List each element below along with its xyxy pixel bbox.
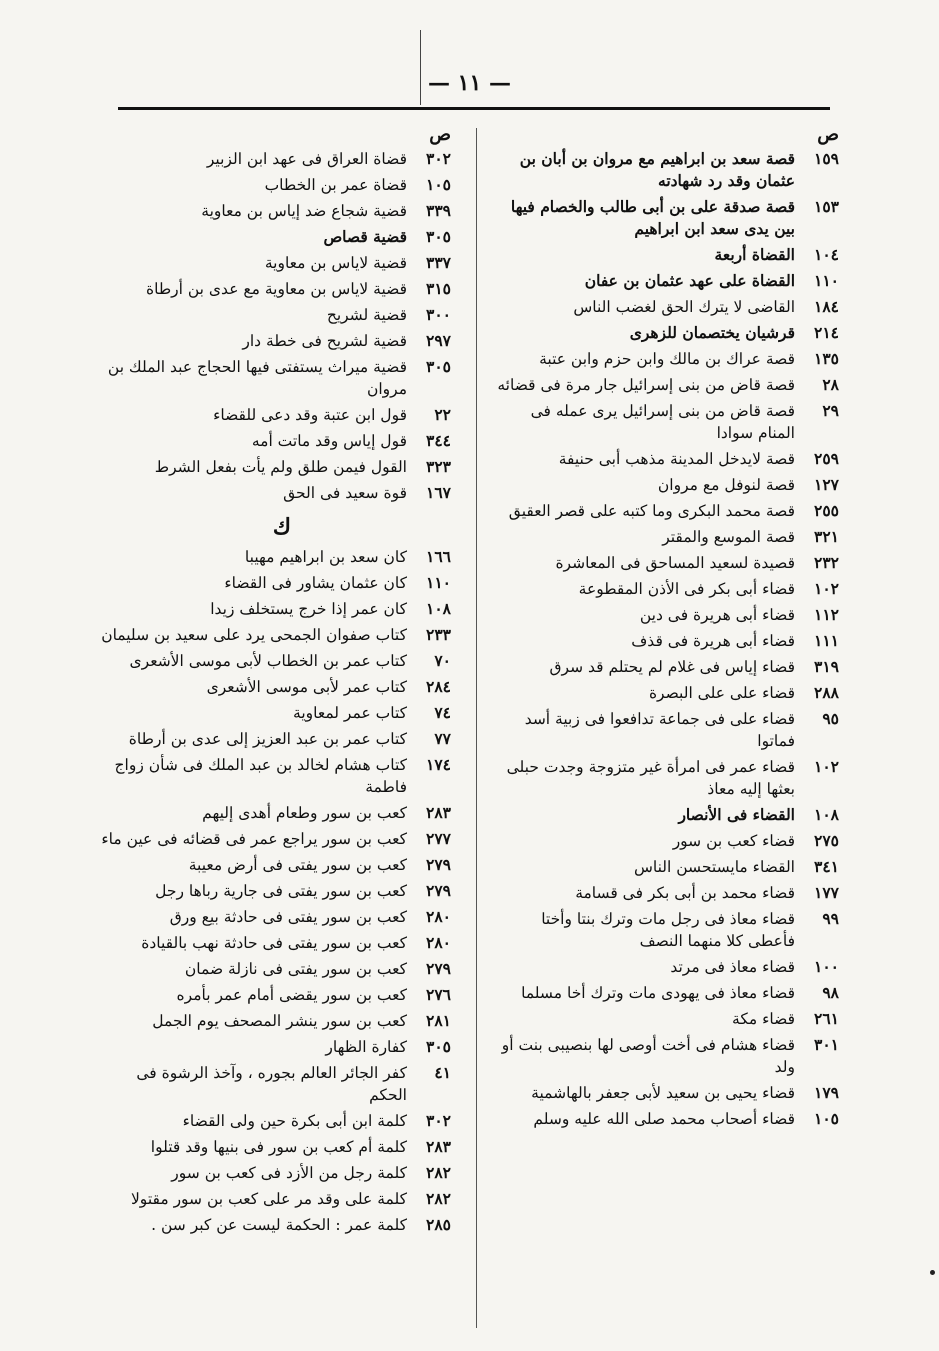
entry-title: القضاء مايستحسن الناس [633,858,795,876]
index-entry [96,148,451,170]
entry-title: كلمة عمر : الحكمة ليست عن كبر سن . [151,1216,407,1234]
entry-page-number: ٣٠٥ [426,1037,451,1056]
index-entry [96,958,451,980]
index-entry [96,252,451,274]
entry-page-number: ١١٢ [814,605,839,624]
entry-page-number: ٢٧٩ [426,855,451,874]
index-entry [494,578,839,600]
index-entry [96,1062,451,1106]
entry-page-number: ٢٨٢ [426,1163,451,1182]
entry-title: كفر الجائر العالم بجوره ، وآخذ الرشوة فى الحكم [136,1064,407,1104]
entry-title: قصة قاض من بنى إسرائيل جار مرة فى قضائه [497,376,795,394]
entry-title: قصيدة لسعيد المساحق فى المعاشرة [555,554,795,572]
index-entry [96,1214,451,1236]
entry-page-number: ٢٨٠ [426,933,451,952]
entry-page-number: ١٦٧ [426,483,451,502]
entry-page-number: ٣١٩ [814,657,839,676]
entry-page-number: ٣٣٧ [426,253,451,272]
index-column-left [96,122,451,1240]
entry-page-number: ١٥٩ [814,149,839,168]
entry-title: قضاء إياس فى غلام لم يحتلم قد سرق [549,658,795,676]
entry-page-number: ٢٣٢ [814,553,839,572]
index-entry [96,456,451,478]
entry-title: كلمة رجل من الأزد فى كعب بن سور [171,1164,407,1182]
entry-title: قصة سعد بن ابراهيم مع مروان بن أبان بن عثمان وقد رد شهادته [519,149,795,190]
entry-title: القاضى لا يترك الحق لغضب الناس [573,298,795,316]
entry-page-number: ١٠٤ [814,245,839,264]
entry-page-number: ١٠٠ [814,957,839,976]
entry-title: كان سعد بن ابراهيم مهيبا [244,548,407,566]
entry-page-number: ٢١٤ [814,323,839,342]
entry-page-number: ٢٨١ [426,1011,451,1030]
index-entry [494,1082,839,1104]
entry-title: كعب بن سور يفتى فى أرض معيبة [188,856,407,874]
entry-title: القضاة أربعة [714,245,795,264]
index-entry [494,148,839,192]
entry-page-number: ١١١ [814,631,839,650]
index-entry [96,482,451,504]
index-entry [96,624,451,646]
index-entry [494,756,839,800]
index-entry [96,598,451,620]
entry-page-number: ٩٩ [822,909,839,928]
index-entry [96,880,451,902]
entry-title: كعب بن سور ينشر المصحف يوم الجمل [152,1012,407,1030]
entry-title: قضاء عمر فى امرأة غير متزوجة وجدت حبلى بعثها إليه معاذ [506,758,795,798]
entry-title: قصة لنوفل مع مروان [657,476,795,494]
entry-page-number: ٣٠٠ [426,305,451,324]
index-entry [96,802,451,824]
index-entry [96,702,451,724]
index-entry [494,552,839,574]
index-entry [494,400,839,444]
entry-title: قضاة العراق فى عهد ابن الزبير [206,150,407,168]
index-entry [494,908,839,952]
entry-page-number: ١٠٢ [814,579,839,598]
entry-title: كعب بن سور يفتى فى حادثة نهب بالقيادة [141,934,407,952]
entry-page-number: ٢٦١ [814,1009,839,1028]
entry-page-number: ١٠٢ [814,757,839,776]
entry-page-number: ٧٠ [434,651,451,670]
index-entry [96,546,451,568]
entry-page-number: ٢٨٢ [426,1189,451,1208]
index-entry [494,448,839,470]
entry-title: قضية لاياس بن معاوية مع عدى بن أرطاة [145,280,407,298]
entry-page-number: ١٨٤ [814,297,839,316]
entry-title: قضية شجاع ضد إياس بن معاوية [201,202,407,220]
index-entry [96,1010,451,1032]
entry-title: القول فيمن طلق ولم يأت بفعل الشرط [154,458,407,476]
entry-page-number: ٣٠١ [814,1035,839,1054]
entry-page-number: ١٧٤ [426,755,451,774]
entry-title: قضاء مكة [732,1010,795,1028]
entry-page-number: ٢٧٩ [426,881,451,900]
entry-title: قضاء أبى هريرة فى دين [639,606,795,624]
header-rule [118,107,830,110]
entry-title: القضاة على عهد عثمان بن عفان [584,271,795,290]
entry-title: قضية لشريح فى خطة دار [242,332,407,350]
entry-page-number: ١٠٥ [814,1109,839,1128]
entry-title: قضاء أبى هريرة فى قذف [631,632,795,650]
entry-page-number: ١٠٨ [814,805,839,824]
entry-title: كعب بن سور يفتى فى حادثة بيع ورق [169,908,407,926]
entry-page-number: ٣٢١ [814,527,839,546]
entry-page-number: ٣٠٥ [426,357,451,376]
index-entry [494,656,839,678]
entry-title: قضاء معاذ فى مرتد [670,958,795,976]
entry-page-number: ١٣٥ [814,349,839,368]
entry-title: قصة صدقة على بن أبى طالب والخصام فيها بين يدى سعد ابن ابراهيم [510,197,795,238]
index-entry [96,828,451,850]
index-entry [96,676,451,698]
entry-page-number: ٧٤ [434,703,451,722]
entry-title: كعب بن سور يقضى أمام عمر بأمره [176,986,407,1004]
entry-page-number: ٣٠٢ [426,149,451,168]
index-entry [96,304,451,326]
index-entry [96,650,451,672]
entry-page-number: ٧٧ [434,729,451,748]
index-entry [96,278,451,300]
index-entry [96,1188,451,1210]
page-number: — ١١ — [428,70,511,96]
entry-page-number: ٢٩٧ [426,331,451,350]
entry-title: قضاء يحيى بن سعيد لأبى جعفر بالهاشمية [531,1084,795,1102]
index-entry [494,830,839,852]
entry-title: قضية لاياس بن معاوية [264,254,407,272]
entry-page-number: ٢٨ [822,375,839,394]
entry-title: قصة عراك بن مالك وابن حزم وابن عتبة [539,350,795,368]
entry-title: قضاء محمد بن أبى بكر فى قسامة [575,884,795,902]
index-entry [96,984,451,1006]
entry-list [494,148,839,1130]
index-entry [96,330,451,352]
index-entry [96,404,451,426]
entry-title: قضاة عمر بن الخطاب [264,176,407,194]
index-entry [494,856,839,878]
index-entry [96,932,451,954]
entry-page-number: ٢٥٩ [814,449,839,468]
entry-title: كلمة ابن أبى بكرة حين ولى القضاء [182,1112,407,1130]
index-entry [96,906,451,928]
entry-page-number: ٣٢٣ [426,457,451,476]
entry-page-number: ٢٧٩ [426,959,451,978]
index-entry [494,630,839,652]
entry-title: كلمة أم كعب بن سور فى بنيها وقد قتلوا [150,1138,407,1156]
entry-page-number: ٣٤٤ [426,431,451,450]
index-entry [96,200,451,222]
entry-title: قضاء كعب بن سور [672,832,795,850]
entry-title: قضية لشريح [326,306,407,324]
entry-title: قوة سعيد فى الحق [283,484,407,502]
entry-page-number: ٣١٥ [426,279,451,298]
entry-title: كان عمر إذا خرج يستخلف زيدا [210,600,407,618]
entry-title: قرشيان يختصمان للزهرى [629,323,795,342]
index-entry [494,374,839,396]
index-entry [96,174,451,196]
entry-page-number: ٩٥ [822,709,839,728]
entry-title: قصة محمد البكرى وما كتبه على قصر العقيق [508,502,795,520]
entry-page-number: ٤١ [434,1063,451,1082]
entry-page-number: ٢٩ [822,401,839,420]
entry-page-number: ٣٣٩ [426,201,451,220]
index-entry [494,322,839,344]
entry-page-number: ٢٨٥ [426,1215,451,1234]
index-entry [494,682,839,704]
entry-page-number: ٩٨ [822,983,839,1002]
entry-title: قضاء أبى بكر فى الأذن المقطوعة [578,580,795,598]
entry-page-number: ٣٠٢ [426,1111,451,1130]
entry-title: كان عثمان يشاور فى القضاء [224,574,407,592]
index-entry [494,956,839,978]
index-entry [494,296,839,318]
index-entry [494,1108,839,1130]
index-entry [494,270,839,292]
index-entry [96,1162,451,1184]
entry-page-number: ١٠٨ [426,599,451,618]
entry-page-number: ١٠٥ [426,175,451,194]
index-entry [96,356,451,400]
entry-page-number: ٢٨٣ [426,803,451,822]
entry-page-number: ٢٣٣ [426,625,451,644]
entry-page-number: ٢٨٤ [426,677,451,696]
entry-title: قول إياس وقد ماتت أمه [251,432,407,450]
index-entry [494,604,839,626]
entry-title: قضاء على فى جماعة تدافعوا فى زبية أسد فماتوا [524,710,795,750]
entry-title: كتاب صفوان الجمحى يرد على سعيد بن سليمان [101,626,407,644]
index-entry [96,572,451,594]
entry-page-number: ٢٨٠ [426,907,451,926]
entry-title: القضاء فى الأنصار [678,805,795,824]
entry-title: كتاب عمر لأبى موسى الأشعرى [206,678,407,696]
index-entry [494,1034,839,1078]
index-entry [494,526,839,548]
entry-title: قصة لايدخل المدينة مذهب أبى حنيفة [558,450,795,468]
index-column-right [494,122,839,1134]
entry-page-number: ٢٢ [434,405,451,424]
entry-page-number: ١٧٧ [814,883,839,902]
index-entry [494,474,839,496]
column-divider [476,128,477,1328]
entry-title: قضاء هشام فى أخت أوصى لها بنصيبى بنت أو ولد [501,1036,795,1076]
index-entry [494,804,839,826]
column-header-page: ص [429,124,451,145]
entry-title: قضاء أصحاب محمد صلى الله عليه وسلم [533,1110,795,1128]
entry-page-number: ٢٧٦ [426,985,451,1004]
index-entry [96,728,451,750]
entry-page-number: ١٥٣ [814,197,839,216]
entry-page-number: ٢٧٥ [814,831,839,850]
index-entry [494,196,839,240]
entry-page-number: ١٢٧ [814,475,839,494]
index-entry [494,348,839,370]
entry-page-number: ١٦٦ [426,547,451,566]
index-entry [96,1036,451,1058]
entry-title: كتاب هشام لخالد بن عبد الملك فى شأن زواج فاطمة [114,756,407,796]
entry-page-number: ١١٠ [426,573,451,592]
entry-page-number: ٢٨٨ [814,683,839,702]
entry-page-number: ٣٤١ [814,857,839,876]
entry-title: كعب بن سور يراجع عمر فى قضائه فى عين ماء [101,830,407,848]
entry-title: قول ابن عتبة وقد دعى للقضاء [213,406,407,424]
entry-page-number: ٢٧٧ [426,829,451,848]
entry-title: كعب بن سور يفتى فى نازلة ضمان [184,960,407,978]
entry-page-number: ٢٥٥ [814,501,839,520]
entry-page-number: ٢٨٣ [426,1137,451,1156]
entry-title: قضية ميراث يستفتى فيها الحجاج عبد الملك بن مروان [107,358,407,398]
index-entry [494,244,839,266]
index-entry [494,500,839,522]
section-letter: ك [272,514,291,540]
entry-page-number: ١١٠ [814,271,839,290]
entry-title: قضاء على على البصرة [648,684,795,702]
index-entry [96,430,451,452]
index-entry [494,882,839,904]
index-entry [494,1008,839,1030]
index-entry [96,754,451,798]
index-entry [96,854,451,876]
entry-title: كلمة على وقد مر على كعب بن سور مقتولا [130,1190,407,1208]
entry-list [96,546,451,1236]
edge-mark [930,1270,935,1275]
entry-title: كتاب عمر لمعاوية [293,704,407,722]
entry-title: قضية قصاص [323,227,407,246]
entry-title: كعب بن سور يفتى فى جارية رباها رجل [155,882,407,900]
entry-title: كتاب عمر بن عبد العزيز إلى عدى بن أرطاة [128,730,407,748]
entry-title: كتاب عمر بن الخطاب لأبى موسى الأشعرى [129,652,407,670]
entry-title: قضاء معاذ فى رجل مات وترك بنتا وأختا فأعطى كلا منهما النصف [541,910,795,950]
entry-title: قصة الموسع والمقتر [662,528,795,546]
entry-title: كعب بن سور وطعام أهدى إليهم [202,804,407,822]
index-entry [96,1136,451,1158]
entry-page-number: ١٧٩ [814,1083,839,1102]
index-entry [96,1110,451,1132]
entry-page-number: ٣٠٥ [426,227,451,246]
entry-title: كفارة الظهار [325,1038,407,1056]
index-entry [494,982,839,1004]
index-entry [96,226,451,248]
entry-title: قصة قاض من بنى إسرائيل يرى عمله فى المنام سوادا [530,402,795,442]
index-entry [494,708,839,752]
entry-title: قضاء معاذ فى يهودى مات وترك أخا مسلما [521,984,795,1002]
column-header-page: ص [817,124,839,145]
entry-list [96,148,451,504]
